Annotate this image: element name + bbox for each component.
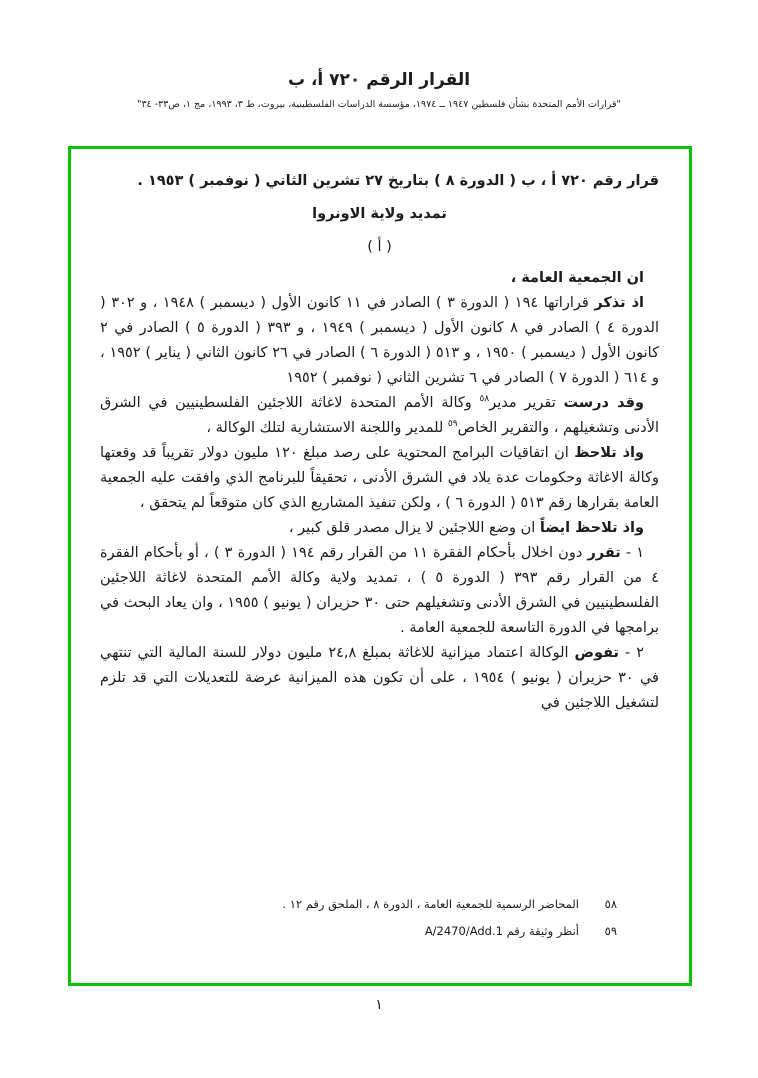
- paragraph-lead: واذ تلاحظ: [574, 445, 644, 461]
- paragraph-text: قراراتها ١٩٤ ( الدورة ٣ ) الصادر في ١١ كانون الأول ( ديسمبر ) ١٩٤٨ ، و ٣٠٢ ( الدورة ٤ ) الصادر في ٨ كانون الأول ( ديسمبر ) ١٩٤٩ ، و ٣٩٣ ( الدورة ٥ ) الصادر في ٢ كانون الأول ( ديسمبر ) ١٩٥٠ ، و ٥١٣ ( الدورة ٦ ) الصادر في ٢٦ كانون الثاني ( يناير ) ١٩٥٢ ، و ٦١٤ ( الدورة ٧ ) الصادر في ٦ تشرين الثاني ( نوفمبر ) ١٩٥٢: [100, 295, 659, 386]
- item-number: ١ -: [625, 545, 645, 561]
- resolution-title: القرار الرقم ٧٢٠ أ، ب: [287, 70, 471, 90]
- paragraph-text: وكالة الأمم المتحدة لاغاثة اللاجئين الفلسطينيين في الشرق الأدنى وتشغيلهم ، والتقرير الخاص: [100, 395, 659, 436]
- footnote-text: [425, 924, 579, 938]
- footnotes: [111, 891, 617, 945]
- paragraph-text: ان اتفاقيات البرامج المحتوية على رصد مبلغ ١٢٠ مليون دولار تقريباً قد وقعتها وكالة الاغاثة وحكومات عدة بلاد في الشرق الأدنى ، تحقيقاً للبرنامج الذي وافقت عليه الجمعية العامة بقرارها رقم ٥١٣ ( الدورة ٦ ) ، ولكن تنفيذ المشاريع الذي كان متوقعاً لم يتحقق ،: [100, 445, 659, 511]
- footnote-ref-58: ٥٨: [479, 394, 490, 405]
- resolution-heading: قرار رقم ٧٢٠ أ ، ب ( الدورة ٨ ) بتاريخ ٢٧ تشرين الثاني ( نوفمبر ) ١٩٥٣ .: [137, 173, 659, 189]
- footnote-text: المحاضر الرسمية للجمعية العامة ، الدورة ٨ ، الملحق رقم ١٢ .: [282, 897, 579, 911]
- paragraph-noting: [100, 441, 659, 516]
- paragraph-recalling: [100, 291, 659, 391]
- footnote-ref-59: ٥٩: [447, 419, 458, 430]
- paragraph-lead: اذ تذكر: [594, 295, 644, 311]
- document-reference: A/2470/Add.1: [424, 924, 503, 938]
- footnote-number: ٥٩: [604, 924, 617, 938]
- footnote-number: ٥٨: [604, 897, 617, 911]
- paragraph-lead: تفوض: [574, 645, 619, 661]
- paragraph-lead: تقرر: [587, 545, 621, 561]
- footnote-59: [111, 918, 617, 945]
- page-number: ١: [375, 997, 383, 1013]
- footnote-58: [111, 891, 617, 918]
- paragraph-lead: واذ تلاحظ ايضاً: [539, 520, 644, 536]
- paragraph-text: الوكالة اعتماد ميزانية للاغاثة بمبلغ ٢٤,٨ مليون دولار للسنة المالية التي تنتهي في ٣٠ حزيران ( يونيو ) ١٩٥٤ ، على أن تكون هذه الميزانية عرضة للتعديلات التي قد تلزم لتشغيل اللاجئين في: [100, 645, 659, 711]
- paragraph-lead: ان الجمعية العامة ،: [510, 270, 644, 286]
- paragraph-operative-2: [100, 641, 659, 716]
- paragraph-having-examined: [100, 391, 659, 441]
- paragraph-text: تقرير مدير: [489, 395, 556, 411]
- paragraph-text: للمدير واللجنة الاستشارية لتلك الوكالة ،: [206, 420, 444, 436]
- paragraph-text: دون اخلال بأحكام الفقرة ١١ من القرار رقم ١٩٤ ( الدورة ٣ ) ، أو بأحكام الفقرة ٤ من القرار رقم ٣٩٣ ( الدورة ٥ ) ، تمديد ولاية وكالة الأمم المتحدة لاغاثة اللاجئين الفلسطينيين في الشرق الأدنى وتشغيلهم حتى ٣٠ حزيران ( يونيو ) ١٩٥٥ ، وان يعاد البحث في برامجها في الدورة التاسعة للجمعية العامة .: [100, 545, 659, 636]
- paragraph-noting-further: [100, 516, 659, 541]
- paragraph-preamble: [100, 266, 659, 291]
- document-frame: [68, 146, 692, 986]
- page-header: [0, 0, 758, 110]
- paragraph-lead: وقد درست: [563, 395, 644, 411]
- footnote-text-arabic: أنظر وثيقة رقم: [506, 924, 579, 938]
- item-number: ٢ -: [624, 645, 644, 661]
- paragraph-operative-1: [100, 541, 659, 641]
- paragraph-text: ان وضع اللاجئين لا يزال مصدر قلق كبير ،: [288, 520, 536, 536]
- source-citation: "قرارات الأمم المتحدة بشأن فلسطين ١٩٤٧ ــ ١٩٧٤، مؤسسة الدراسات الفلسطينية، بيروت، ط ٣، ١٩٩٣، مج ١، ص٣٣- ٣٤": [137, 99, 621, 110]
- resolution-subtitle: تمديد ولاية الاونروا: [312, 206, 447, 222]
- section-marker: ( أ ): [367, 239, 392, 255]
- document-body: [71, 149, 689, 891]
